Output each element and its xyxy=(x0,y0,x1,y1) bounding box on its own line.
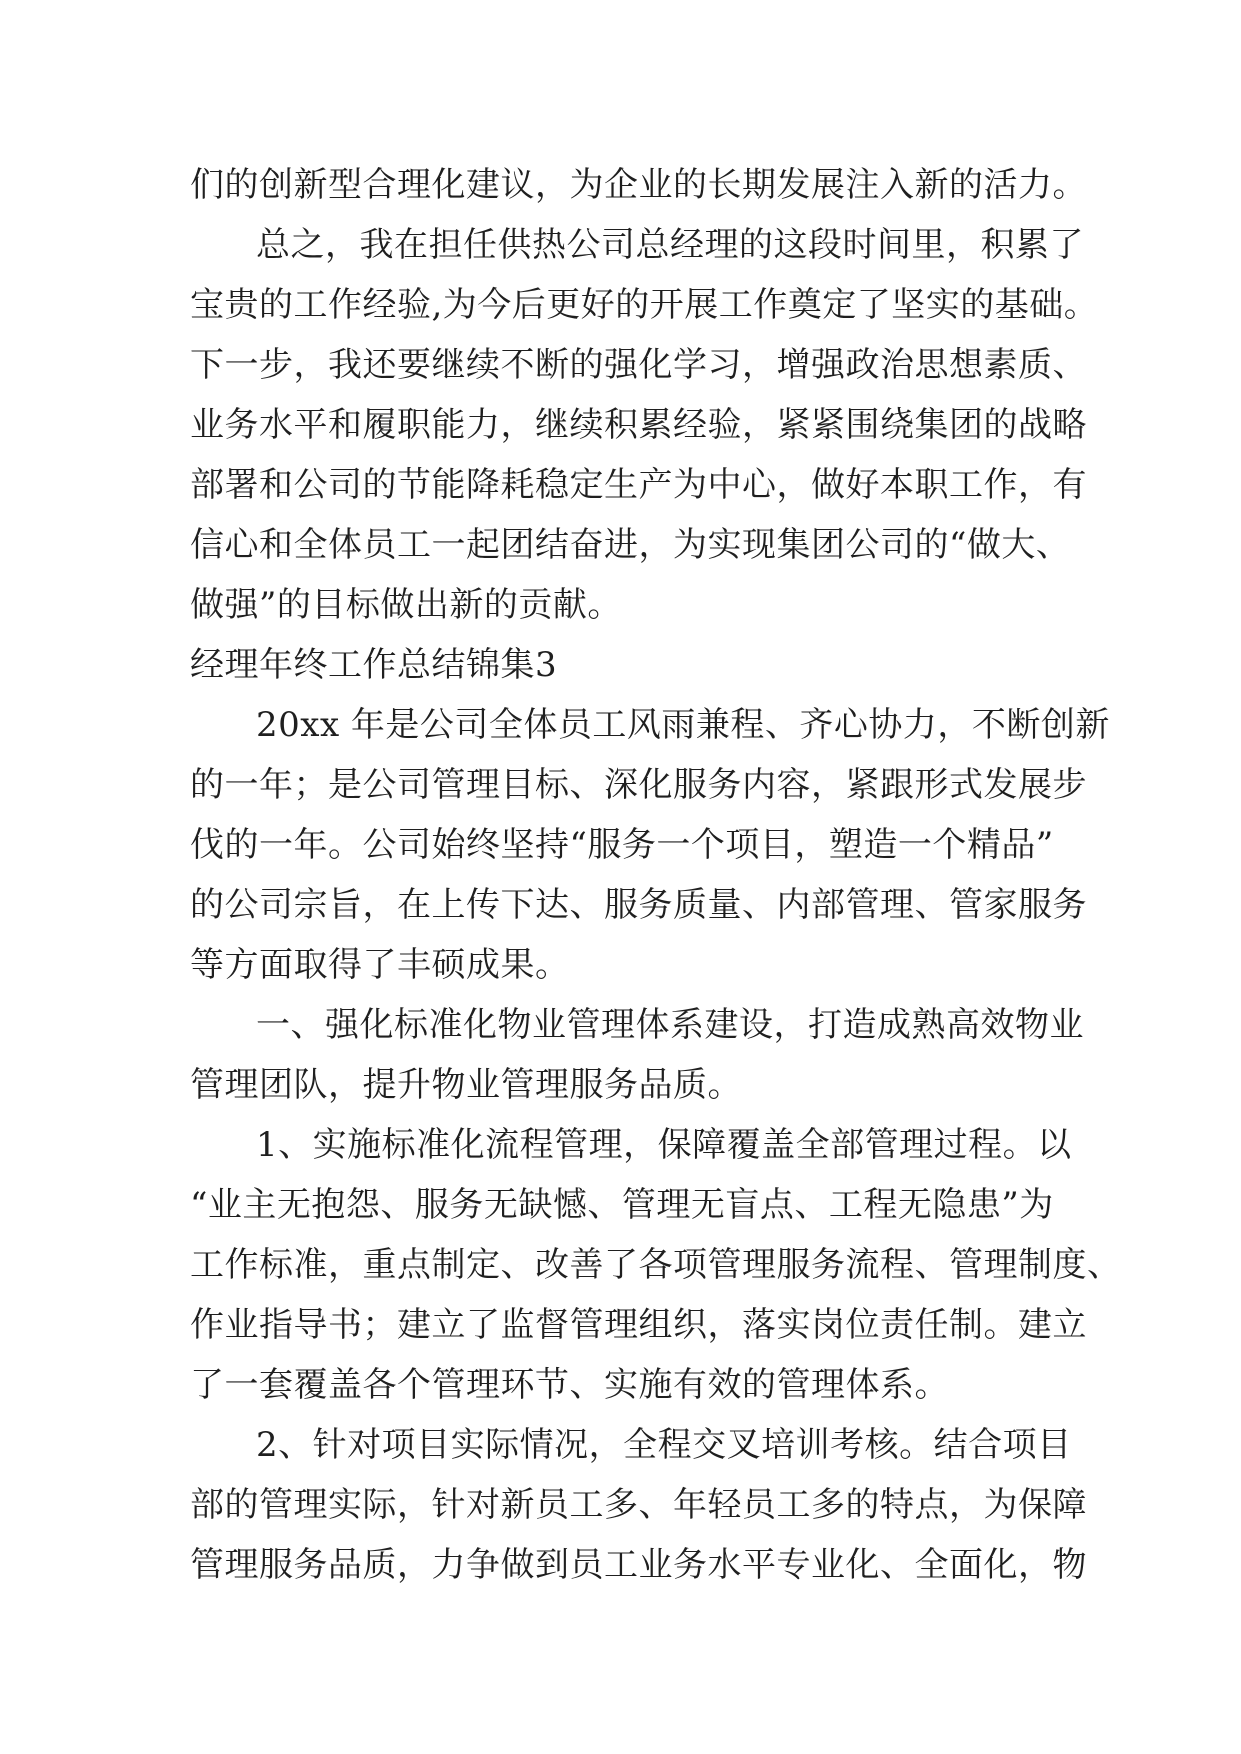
text-line: 的一年；是公司管理目标、深化服务内容，紧跟形式发展步 xyxy=(190,765,1087,805)
paragraph-first-line: 总之，我在担任供热公司总经理的这段时间里，积累了 xyxy=(256,225,1084,265)
text-line: 业务水平和履职能力，继续积累经验，紧紧围绕集团的战略 xyxy=(190,405,1087,445)
text-line: 工作标准，重点制定、改善了各项管理服务流程、管理制度、 xyxy=(190,1245,1122,1285)
paragraph-first-line: 20xx 年是公司全体员工风雨兼程、齐心协力，不断创新 xyxy=(256,705,1110,745)
paragraph-first-line: 一、强化标准化物业管理体系建设，打造成熟高效物业 xyxy=(256,1005,1084,1045)
text-line: 作业指导书；建立了监督管理组织，落实岗位责任制。建立 xyxy=(190,1305,1087,1345)
text-line: 下一步，我还要继续不断的强化学习，增强政治思想素质、 xyxy=(190,345,1087,385)
text-line: 信心和全体员工一起团结奋进，为实现集团公司的“做大、 xyxy=(190,525,1071,565)
section-title: 经理年终工作总结锦集3 xyxy=(190,645,558,685)
text-line: 宝贵的工作经验,为今后更好的开展工作奠定了坚实的基础。 xyxy=(190,285,1099,325)
paragraph-first-line: 1、实施标准化流程管理，保障覆盖全部管理过程。以 xyxy=(256,1125,1072,1165)
text-line: 管理团队，提升物业管理服务品质。 xyxy=(190,1065,742,1105)
text-line: 管理服务品质，力争做到员工业务水平专业化、全面化，物 xyxy=(190,1545,1087,1585)
text-line: 了一套覆盖各个管理环节、实施有效的管理体系。 xyxy=(190,1365,949,1405)
text-line: 部的管理实际，针对新员工多、年轻员工多的特点，为保障 xyxy=(190,1485,1087,1525)
text-line: 部署和公司的节能降耗稳定生产为中心，做好本职工作，有 xyxy=(190,465,1087,505)
paragraph-first-line: 2、针对项目实际情况，全程交叉培训考核。结合项目 xyxy=(256,1425,1072,1465)
text-line: 的公司宗旨，在上传下达、服务质量、内部管理、管家服务 xyxy=(190,885,1087,925)
text-line: 伐的一年。公司始终坚持“服务一个项目，塑造一个精品” xyxy=(190,825,1054,865)
text-line: “业主无抱怨、服务无缺憾、管理无盲点、工程无隐患”为 xyxy=(190,1185,1054,1225)
text-line: 们的创新型合理化建议，为企业的长期发展注入新的活力。 xyxy=(190,165,1087,205)
text-line: 做强”的目标做出新的贡献。 xyxy=(190,585,622,625)
text-line: 等方面取得了丰硕成果。 xyxy=(190,945,570,985)
